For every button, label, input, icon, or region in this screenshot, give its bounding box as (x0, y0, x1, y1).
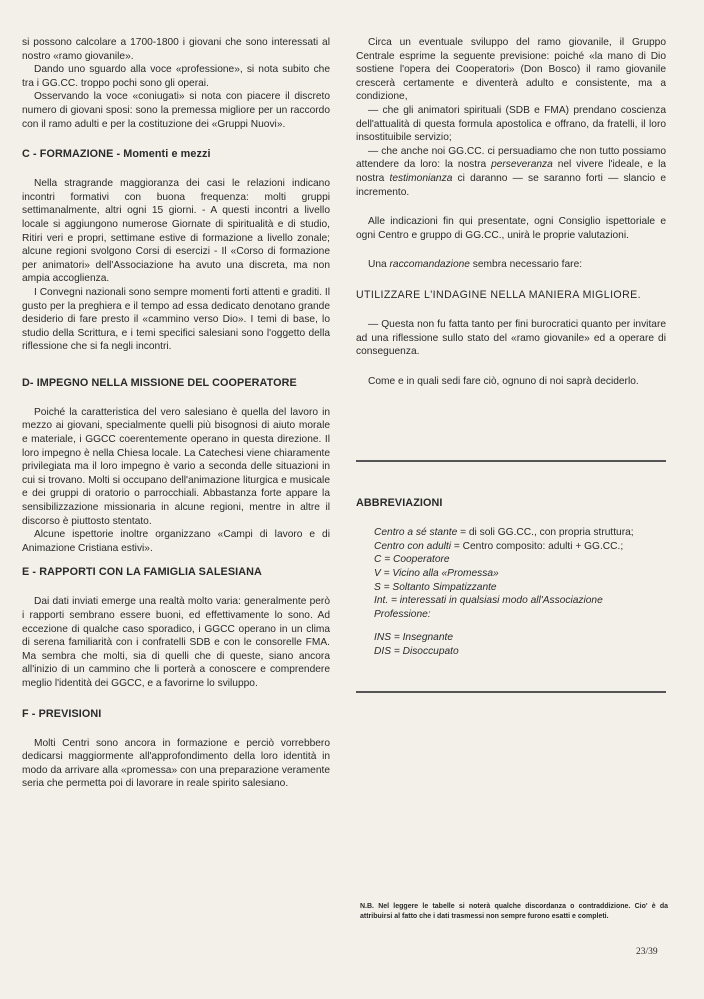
abbreviations-heading: ABBREVIAZIONI (356, 497, 443, 510)
paragraph: Circa un eventuale sviluppo del ramo giovanile, il Gruppo Centrale esprime la seguente previsione: poiché «la mano di Dio sostiene l'opera dei Cooperatori» (Don Bosco) il ramo giovanile crescerà certamente e diventerà adulto e consistente, ma a condizione, (356, 37, 666, 103)
right-column (356, 36, 666, 693)
paragraph: Osservando la voce «coniugati» si nota con piacere il discreto numero di giovani sposi: sono la premessa migliore per un raccordo con il ramo adulti e per la costituzione dei «Gruppi Nuovi». (22, 91, 330, 130)
abbreviation-item: Centro con adulti = Centro composito: adulti + GG.CC.; (374, 540, 624, 552)
paragraph: Alle indicazioni fin qui presentate, ogni Consiglio ispettoriale e ogni Centro e gruppo di GG.CC., unirà le proprie valutazioni. (356, 216, 666, 241)
abbreviation-item: DIS = Disoccupato (374, 646, 459, 658)
section-f-heading: F - PREVISIONI (22, 707, 102, 720)
abbreviation-item: V = Vicino alla «Promessa» (374, 568, 499, 580)
paragraph: — Questa non fu fatta tanto per fini burocratici quanto per invitare ad una riflessione sullo stato del «ramo giovanile» ed a operare di conseguenza. (356, 318, 666, 358)
paragraph: Poiché la caratteristica del vero salesiano è quella del lavoro in mezzo ai giovani, specialmente quelli più bisognosi di aiuto morale e materiale, i GGCC coerentemente operano in questa direzione. Il loro impegno è nella Chiesa locale. La Catechesi viene chiaramente privilegiata ma il loro impegno è vario a seconda delle situazioni in cui si trovano. Molti si occupano dell'animazione liturgica e musicale e dei gruppi di oratorio o parrocchiali. Abbastanza forte appare la sensibilizzazione missionaria in alcune regioni, mentre in altre il discorso è piuttosto stentato. (22, 406, 330, 527)
paragraph: Nella stragrande maggioranza dei casi le relazioni indicano incontri formativi con buona frequenza: molti gruppi settimanalmente, altri ogni 15 giorni. - A questi incontri a livello locale si aggiungono numerose Giornate di spiritualità e di studio, Ritiri veri e propri, settimane estive di formazione a livello zonale; alcune regioni svolgono Corsi di esercizi - Il «Corso di formazione per animatori» dell'Associazione ha avuto una discreta, ma non ampia accoglienza. (22, 178, 330, 285)
abbreviation-item: Int. = interessati in qualsiasi modo all'Associazione (374, 595, 603, 607)
paragraph: — che gli animatori spirituali (SDB e FMA) prendano coscienza dell'attualità di questa formula apostolica e offrano, da fratelli, il loro insostituibile servizio; (356, 104, 666, 144)
abbreviation-item: S = Soltanto Simpatizzante (374, 581, 497, 593)
recommendation-heading: UTILIZZARE L'INDAGINE NELLA MANIERA MIGLIORE. (356, 288, 641, 301)
paragraph: — che anche noi GG.CC. ci persuadiamo che non tutto possiamo attendere da loro: la nostra perseveranza nel vivere l'ideale, e la nostra testimonianza ci daranno — se saranno forti — slancio e incremento. (356, 145, 667, 198)
paragraph: I Convegni nazionali sono sempre momenti forti attenti e graditi. Il gusto per la preghiera e il tempo ad essa dedicato denotano grande desiderio di fare presto il «cammino verso Dio». I temi di base, lo studio della Scrittura, e i temi specifici salesiani sono l'oggetto della riflessione che si fa negli incontri. (22, 286, 330, 353)
paragraph: si possono calcolare a 1700-1800 i giovani che sono interessati al nostro «ramo giovanile». (22, 37, 330, 62)
abbreviation-item: Professione: (374, 608, 431, 620)
left-column (22, 36, 330, 791)
abbreviations-box (356, 496, 666, 658)
page-number: 23/39 (636, 947, 658, 957)
footnote: N.B. Nel leggere le tabelle si noterà qualche discordanza o contraddizione. Cio' è da attribuirsi al fatto che i dati trasmessi non sempre furono esatti e completi. (360, 903, 668, 920)
abbreviation-item: Centro a sé stante = di soli GG.CC., con propria struttura; (374, 527, 634, 539)
paragraph: Dando uno sguardo alla voce «professione», si nota subito che tra i GG.CC. troppo pochi sono gli operai. (22, 64, 330, 89)
paragraph: Molti Centri sono ancora in formazione e perciò vorrebbero dedicarsi maggiormente all'approfondimento della loro identità in modo da arrivare alla «promessa» con una preparazione veramente seria che permetta poi di lavorare in reale spirito salesiano. (22, 737, 330, 790)
section-e-heading: E - RAPPORTI CON LA FAMIGLIA SALESIANA (22, 566, 262, 579)
paragraph: Una raccomandazione sembra necessario fare: (368, 259, 583, 271)
divider (356, 691, 666, 693)
paragraph: Dai dati inviati emerge una realtà molto varia: generalmente però i rapporti sembrano essere buoni, ed effettivamente lo sono. Ad eccezione di qualche caso sporadico, i GGCC operano in un clima di serena familiarità con i confratelli SDB e con le consorelle FMA. Ma sembra che molti, sia di quelli che di queste, siano ancora all'inizio di un cammino che li porterà a conoscere e comprendere meglio l'identità dei GGCC, e a favorirne lo sviluppo. (22, 596, 330, 689)
section-d-heading: D- IMPEGNO NELLA MISSIONE DEL COOPERATORE (22, 376, 297, 389)
abbreviation-item: C = Cooperatore (374, 554, 450, 566)
paragraph: Alcune ispettorie inoltre organizzano «Campi di lavoro e di Animazione Cristiana estivi». (22, 529, 330, 554)
section-c-heading: C - FORMAZIONE - Momenti e mezzi (22, 148, 211, 161)
paragraph: Come e in quali sedi fare ciò, ognuno di noi saprà deciderlo. (368, 375, 639, 387)
abbreviation-item: INS = Insegnante (374, 632, 454, 644)
